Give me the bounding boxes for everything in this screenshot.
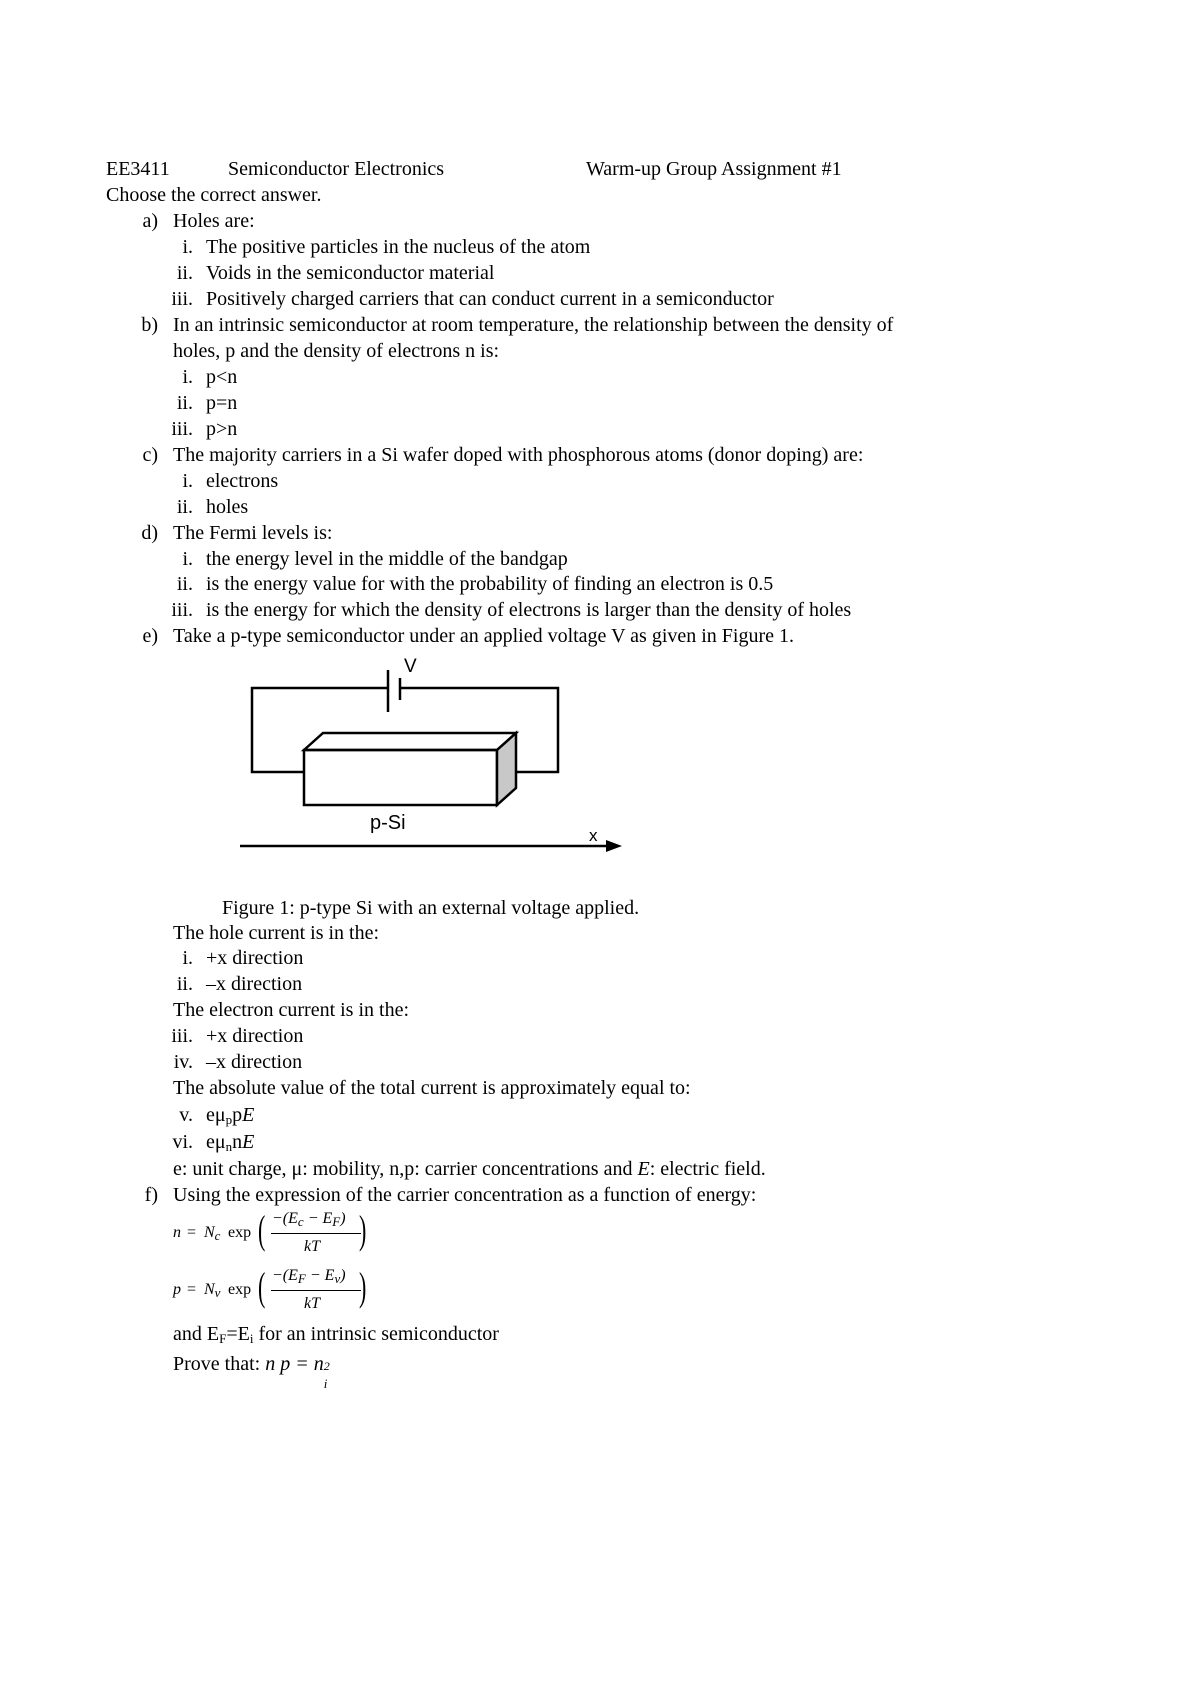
- option-text: is the energy for which the density of electrons is larger than the density of holes: [206, 599, 852, 621]
- option-formula: $e\mu_nnE$: [206, 1131, 255, 1154]
- option-text: electrons: [206, 470, 279, 492]
- option-text: p>n: [206, 418, 238, 440]
- question-f-text: Using the expression of the carrier concentration as a function of energy:: [173, 1184, 757, 1206]
- option-text: p<n: [206, 366, 238, 388]
- figure-caption: Figure 1: p-type Si with an external voltage applied.: [222, 897, 640, 919]
- option-text: +x direction: [206, 947, 304, 969]
- hole-current-prompt: The hole current is in the:: [173, 922, 380, 944]
- option-text: –x direction: [206, 973, 303, 995]
- question-c-text: The majority carriers in a Si wafer doped with phosphorous atoms (donor doping) are:: [173, 444, 864, 466]
- intrinsic-condition: and $E_F=E_i$ for an intrinsic semiconductor: [173, 1323, 499, 1346]
- option-number: ii.: [176, 573, 193, 595]
- option-text: is the energy value for with the probability of finding an electron is 0.5: [206, 573, 774, 595]
- voltage-label: V: [404, 656, 417, 677]
- eq-numerator: $-(E_F - E_v)$: [272, 1267, 346, 1286]
- question-a-text: Holes are:: [173, 210, 255, 232]
- option-text: Positively charged carriers that can conduct current in a semiconductor: [206, 288, 774, 310]
- option-number: ii.: [176, 392, 193, 414]
- question-b-text-cont: holes, p and the density of electrons n is:: [173, 340, 500, 362]
- option-number: i.: [182, 947, 193, 969]
- option-number: ii.: [176, 973, 193, 995]
- question-label: c): [142, 444, 158, 466]
- equation-hole-concentration: p = $N_v$ exp ( $-(E_F - E_v)$ kT ): [173, 1264, 367, 1312]
- question-e-text: Take a p-type semiconductor under an applied voltage V as given in Figure 1.: [173, 625, 795, 647]
- total-current-prompt: The absolute value of the total current is approximately equal to:: [173, 1077, 691, 1099]
- option-number: iv.: [173, 1051, 193, 1073]
- option-number: i.: [182, 548, 193, 570]
- option-number: v.: [179, 1104, 193, 1126]
- eq-numerator: $-(E_c - E_F)$: [272, 1210, 346, 1229]
- option-number: iii.: [171, 288, 193, 310]
- circuit-wire: [400, 688, 558, 772]
- option-text: Voids in the semiconductor material: [206, 262, 495, 284]
- option-number: ii.: [176, 262, 193, 284]
- sample-label: p-Si: [370, 812, 406, 834]
- option-text: the energy level in the middle of the bandgap: [206, 548, 568, 570]
- option-formula: $e\mu_ppE$: [206, 1104, 255, 1127]
- course-subject: Semiconductor Electronics: [228, 158, 445, 180]
- instruction: Choose the correct answer.: [106, 184, 322, 206]
- option-number: i.: [182, 236, 193, 258]
- symbol-legend: e: unit charge, μ: mobility, n,p: carrier concentrations and E: electric field.: [173, 1158, 766, 1180]
- assignment-title: Warm-up Group Assignment #1: [586, 158, 842, 180]
- bar-side-face: [497, 733, 516, 805]
- option-text: p=n: [206, 392, 238, 414]
- option-number: ii.: [176, 496, 193, 518]
- option-number: iii.: [171, 418, 193, 440]
- question-label: b): [141, 314, 158, 336]
- option-text: +x direction: [206, 1025, 304, 1047]
- x-axis-arrowhead: [606, 840, 622, 852]
- course-code: EE3411: [106, 158, 170, 180]
- option-text: The positive particles in the nucleus of the atom: [206, 236, 591, 258]
- eq-coefficient: $N_v$: [204, 1281, 221, 1300]
- question-label: f): [144, 1184, 158, 1206]
- option-number: i.: [182, 366, 193, 388]
- option-text: –x direction: [206, 1051, 303, 1073]
- option-text: holes: [206, 496, 249, 518]
- question-label: a): [142, 210, 158, 232]
- option-number: vi.: [172, 1131, 193, 1153]
- question-d-text: The Fermi levels is:: [173, 522, 333, 544]
- bar-front-face: [304, 750, 497, 805]
- prove-statement: Prove that: n p = n 2 i: [173, 1353, 330, 1391]
- electron-current-prompt: The electron current is in the:: [173, 999, 410, 1021]
- question-label: d): [141, 522, 158, 544]
- bar-top-face: [304, 733, 516, 750]
- equation-electron-concentration: n = $N_c$ exp ( $-(E_c - E_F)$ kT ): [173, 1207, 367, 1255]
- option-number: iii.: [171, 599, 193, 621]
- question-b-text: In an intrinsic semiconductor at room temperature, the relationship between the density of: [173, 314, 894, 336]
- question-label: e): [142, 625, 158, 647]
- option-number: i.: [182, 470, 193, 492]
- option-number: iii.: [171, 1025, 193, 1047]
- axis-label: x: [589, 826, 598, 845]
- eq-coefficient: $N_c$: [204, 1224, 221, 1243]
- circuit-wire: [252, 688, 388, 772]
